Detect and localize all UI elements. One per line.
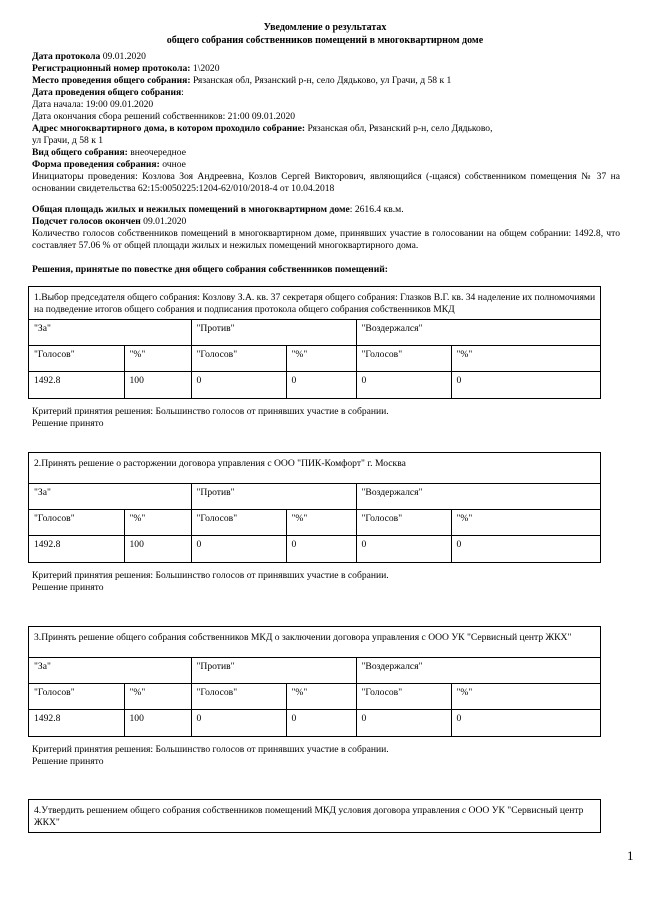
- question-2-votes-table: [29, 483, 600, 562]
- place: Рязанская обл, Рязанский р-н, село Дядьково, ул Грачи, д 58 к 1: [192, 75, 452, 86]
- question-2-box: [28, 452, 601, 563]
- header-percent: "%": [286, 684, 356, 710]
- question-2-title: 2.Принять решение о расторжении договора управления с ООО "ПИК-Комфорт" г. Москва: [34, 458, 406, 469]
- title-line-2: общего собрания собственников помещений в многоквартирном доме: [166, 34, 484, 46]
- title-line-1: Уведомление о результатах: [263, 22, 387, 33]
- reg-number-row: Регистрационный номер протокола: 1\2020: [32, 63, 220, 74]
- header-percent: "%": [286, 510, 356, 536]
- header-against: "Против": [191, 658, 356, 684]
- abstain-votes: 0: [356, 710, 451, 736]
- end-date: Дата окончания сбора решений собственников: 21:00 09.01.2020: [32, 111, 296, 122]
- address-row-2: ул Грачи, д 58 к 1: [32, 135, 104, 146]
- header-percent: "%": [286, 346, 356, 372]
- against-percent: 0: [286, 372, 356, 398]
- decision-status: Решение принято: [32, 418, 104, 429]
- question-2-result: [32, 570, 612, 594]
- start-date: Дата начала: 19:00 09.01.2020: [32, 99, 154, 110]
- header-against: "Против": [191, 320, 356, 346]
- question-4-box: [28, 799, 601, 833]
- header-percent: "%": [124, 346, 191, 372]
- header-abstain: "Воздержался": [356, 484, 600, 510]
- header-abstain: "Воздержался": [356, 320, 600, 346]
- header-for: "За": [29, 484, 191, 510]
- header-votes: "Голосов": [29, 684, 124, 710]
- abstain-votes: 0: [356, 372, 451, 398]
- header-for: "За": [29, 658, 191, 684]
- against-votes: 0: [191, 536, 286, 562]
- for-percent: 100: [124, 710, 191, 736]
- document-title: [0, 22, 650, 47]
- header-votes: "Голосов": [356, 510, 451, 536]
- header-votes: "Голосов": [191, 684, 286, 710]
- place-row: Место проведения общего собрания: Рязанская обл, Рязанский р-н, село Дядьково, ул Грачи, д 58 к 1: [32, 75, 452, 86]
- header-abstain: "Воздержался": [356, 658, 600, 684]
- address-row: Адрес многоквартирного дома, в котором проходило собрание: Рязанская обл, Рязанский р-н, село Дядьково,: [32, 123, 493, 134]
- against-percent: 0: [286, 536, 356, 562]
- area-row: Общая площадь жилых и нежилых помещений в многоквартирном доме: 2616.4 кв.м.: [32, 204, 404, 215]
- question-1-box: [28, 286, 601, 399]
- question-3-votes-table: [29, 657, 600, 736]
- reg-number: 1\2020: [192, 63, 220, 74]
- header-percent: "%": [451, 510, 600, 536]
- for-percent: 100: [124, 536, 191, 562]
- abstain-votes: 0: [356, 536, 451, 562]
- protocol-info: [32, 51, 620, 276]
- header-votes: "Голосов": [356, 684, 451, 710]
- against-votes: 0: [191, 710, 286, 736]
- criterion: Критерий принятия решения: Большинство голосов от принявших участие в собрании.: [32, 744, 389, 755]
- abstain-percent: 0: [451, 536, 600, 562]
- protocol-date: 09.01.2020: [102, 51, 146, 62]
- for-percent: 100: [124, 372, 191, 398]
- header-against: "Против": [191, 484, 356, 510]
- question-3-result: [32, 744, 612, 768]
- header-percent: "%": [124, 684, 191, 710]
- header-votes: "Голосов": [191, 510, 286, 536]
- question-3-title: 3.Принять решение общего собрания собственников МКД о заключении договора управления с ООО УК "Сервисный центр ЖКХ": [34, 632, 572, 643]
- header-votes: "Голосов": [29, 510, 124, 536]
- against-percent: 0: [286, 710, 356, 736]
- page-number: 1: [627, 848, 634, 863]
- quorum-text: Количество голосов собственников помещений в многоквартирном доме, принявших участие в голосовании на общем собрании: 1492.8, что составляет 57.06 % от общей площади жилых и нежилых помещений многоквартирного дома.: [32, 228, 620, 251]
- question-1-result: [32, 406, 612, 430]
- header-percent: "%": [451, 346, 600, 372]
- criterion: Критерий принятия решения: Большинство голосов от принявших участие в собрании.: [32, 406, 389, 417]
- decision-status: Решение принято: [32, 756, 104, 767]
- against-votes: 0: [191, 372, 286, 398]
- question-1-title: 1.Выбор председателя общего собрания: Козлову З.А. кв. 37 секретаря общего собрания: Глазков В.Г. кв. 34 наделение их полномочиями на подведение итогов общего собрания и подписания протокола общего собрания собственников МКД: [34, 292, 596, 315]
- header-for: "За": [29, 320, 191, 346]
- question-4-title: 4.Утвердить решением общего собрания собственников помещений МКД условия договора управления с ООО УК "Сервисный центр ЖКХ": [34, 805, 584, 828]
- question-1-votes-table: [29, 319, 600, 398]
- criterion: Критерий принятия решения: Большинство голосов от принявших участие в собрании.: [32, 570, 389, 581]
- header-votes: "Голосов": [191, 346, 286, 372]
- decisions-heading: Решения, принятые по повестке дня общего собрания собственников помещений:: [32, 264, 388, 275]
- meeting-type-row: Вид общего собрания: внеочередное: [32, 147, 186, 158]
- decision-status: Решение принято: [32, 582, 104, 593]
- dates-heading: Дата проведения общего собрания:: [32, 87, 184, 98]
- header-votes: "Голосов": [29, 346, 124, 372]
- for-votes: 1492.8: [29, 536, 124, 562]
- for-votes: 1492.8: [29, 372, 124, 398]
- protocol-date-row: Дата протокола 09.01.2020: [32, 51, 146, 62]
- abstain-percent: 0: [451, 710, 600, 736]
- abstain-percent: 0: [451, 372, 600, 398]
- header-percent: "%": [451, 684, 600, 710]
- header-percent: "%": [124, 510, 191, 536]
- count-row: Подсчет голосов окончен 09.01.2020: [32, 216, 187, 227]
- initiators: Инициаторы проведения: Козлова Зоя Андреевна, Козлов Сергей Викторович, являющийся (-щаяся) собственником помещения № 37 на основании свидетельства 62:15:0050225:1204-62/010/2018-4 от 10.04.2018: [32, 171, 620, 194]
- meeting-form-row: Форма проведения собрания: очное: [32, 159, 186, 170]
- question-3-box: [28, 626, 601, 737]
- header-votes: "Голосов": [356, 346, 451, 372]
- for-votes: 1492.8: [29, 710, 124, 736]
